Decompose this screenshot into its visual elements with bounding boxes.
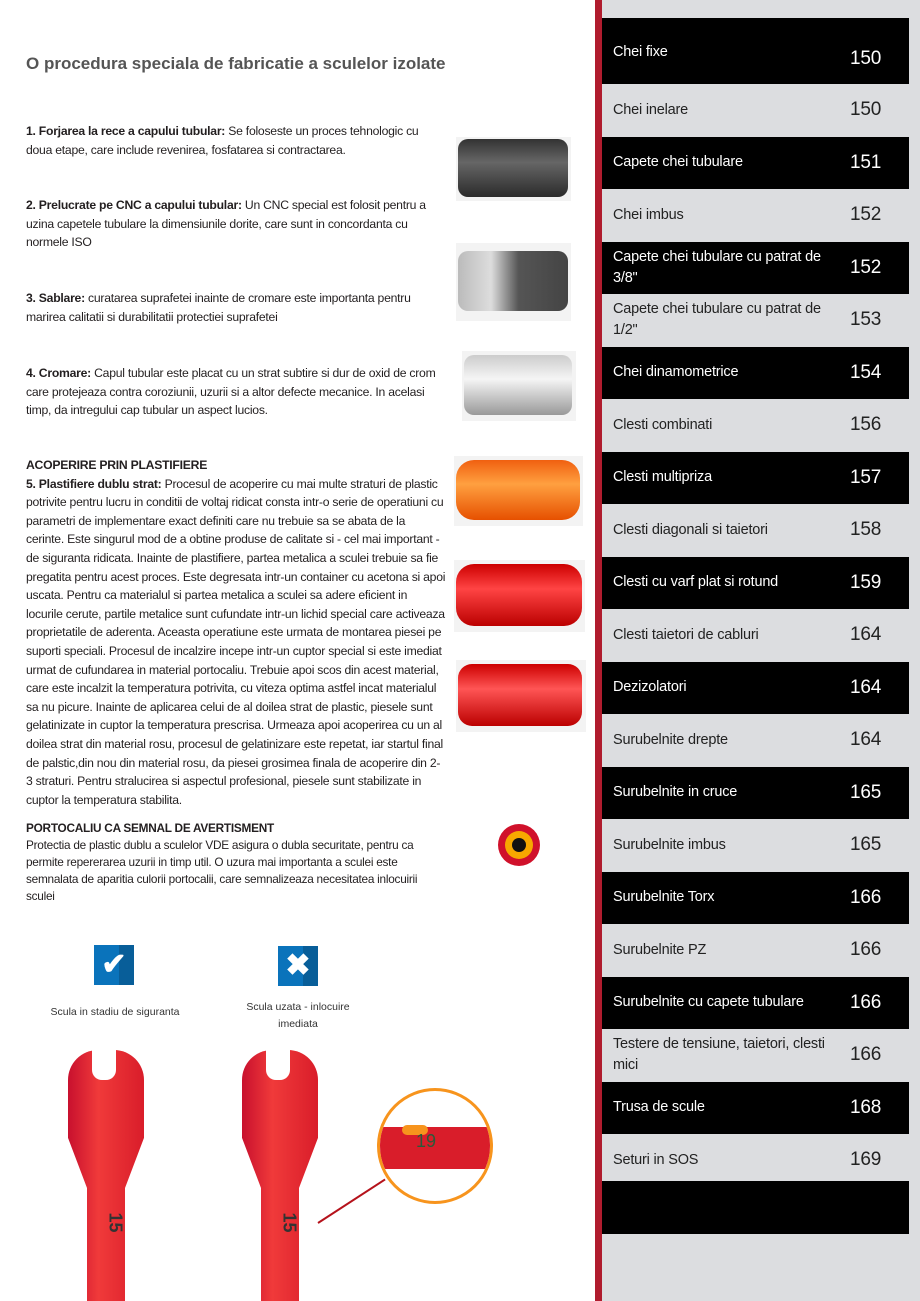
- safe-caption: Scula in stadiu de siguranta: [50, 1006, 180, 1018]
- index-item[interactable]: [602, 347, 909, 400]
- socket-photo-cnc: [456, 243, 571, 321]
- index-item[interactable]: [602, 767, 909, 820]
- index-item[interactable]: [602, 452, 909, 505]
- step-4: 4. Cromare: Capul tubular este placat cu un strat subtire si dur de oxid de crom care protejeaza contra coroziunii, uzurii si a altor defecte mecanice. In acelasi timp, da intregului cap tubular un aspect lucios.: [26, 366, 436, 418]
- index-item-label: Surubelnite imbus: [613, 836, 726, 853]
- index-item-page: 154: [850, 361, 882, 383]
- index-item[interactable]: [602, 872, 909, 925]
- socket-photo-red: [454, 560, 585, 632]
- index-item-page: 151: [850, 151, 882, 173]
- index-item[interactable]: [602, 399, 909, 452]
- index-item[interactable]: [602, 137, 909, 190]
- step-1: 1. Forjarea la rece a capului tubular: Se foloseste un proces tehnologic cu doua etape, care include revenirea, fosfatarea si contractarea.: [26, 124, 419, 157]
- index-item-label: Capete chei tubulare cu patrat de 3/8": [613, 248, 821, 286]
- page-title: O procedura speciala de fabricatie a sculelor izolate: [26, 54, 446, 73]
- index-item[interactable]: [602, 504, 909, 557]
- index-item-label: Surubelnite PZ: [613, 941, 707, 958]
- index-item-label: Testere de tensiune, taietori, clesti mici: [613, 1036, 825, 1074]
- index-item-page: 168: [850, 1096, 882, 1118]
- callout-line: [317, 1179, 385, 1224]
- index-item-label: Chei inelare: [613, 101, 688, 118]
- index-item-page: 165: [850, 834, 882, 856]
- index-item-label: Clesti cu varf plat si rotund: [613, 574, 779, 591]
- index-item-page: 156: [850, 414, 882, 436]
- index-item-page: 157: [850, 466, 882, 488]
- worn-caption: Scula uzata - inlocuire imediata: [246, 1001, 350, 1030]
- x-icon: ✖: [278, 946, 318, 986]
- index-item[interactable]: [602, 189, 909, 242]
- index-item-page: 159: [850, 571, 882, 593]
- index-item-page: 165: [850, 781, 882, 803]
- index-item-page: 164: [850, 676, 882, 698]
- index-item-page: 164: [850, 624, 882, 646]
- index-item[interactable]: [602, 1134, 909, 1187]
- check-icon: ✔: [94, 945, 134, 985]
- index-item-label: Capete chei tubulare: [613, 154, 743, 171]
- index-item-label: Clesti taietori de cabluri: [613, 626, 759, 643]
- index-item[interactable]: [602, 662, 909, 715]
- socket-photo-chrome: [462, 351, 576, 421]
- index-item-page: 166: [850, 1044, 882, 1066]
- index-item[interactable]: [602, 84, 909, 137]
- index-item[interactable]: [602, 714, 909, 767]
- index-item[interactable]: [602, 557, 909, 610]
- coating-heading: ACOPERIRE PRIN PLASTIFIERE: [26, 458, 208, 472]
- index-item-page: 152: [850, 256, 882, 278]
- index-item-label: Clesti combinati: [613, 416, 713, 433]
- index-item-label: Dezizolatori: [613, 679, 687, 696]
- index-item-label: Trusa de scule: [613, 1099, 705, 1116]
- index-item-label: Surubelnite drepte: [613, 731, 728, 748]
- index-item-label: Capete chei tubulare cu patrat de 1/2": [613, 301, 821, 339]
- socket-photo-forged: [456, 137, 571, 201]
- index-item-page: 169: [850, 1149, 882, 1171]
- index-item[interactable]: [602, 924, 909, 977]
- index-item[interactable]: [602, 609, 909, 662]
- socket-photo-orange: [454, 456, 583, 526]
- index-item[interactable]: [602, 1082, 909, 1135]
- index-item[interactable]: [602, 242, 909, 295]
- index-item-page: 152: [850, 204, 882, 226]
- coating-section: ACOPERIRE PRIN PLASTIFIERE 5. Plastifiere dublu strat: Procesul de acoperire cu mai multe straturi de plastic potrivite pentru lucru in conditii de voltaj ridicat consta intr-o serie de operatiuni cu parametri de implementare exact definiti care nu trebuie sa se abata de la cerinte. Este singurul mod de a obtine produse de calitate si - cel mai important - de siguranta ridicata. Inainte de plastifiere, partea metalica a sculei trebuie sa fie pregatita pentru acest proces. Este degresata intr-un container cu acetona si apoi uscata. Pentru ca materialul si partea metalica a sculei sa adere eficient in locurile cerute, partile metalice sunt cufundate intr-un lichid special care activeaza proprietatile de aderenta. Aceasta operatiune este urmata de montarea piesei pe suporti speciali. Procesul de incalzire incepe intr-un cuptor special si este imediat urmat de cufundarea in material portocaliu. Trebuie apoi scos din acest material, care este incalzit la temperatura potrivita, cu viteza optima astfel incat materialul sa nu picure. Inainte de aplicarea celui de al doilea strat de plastic, piesele sunt gelatinizate in cuptor la temperatura prescrisa. Urmeaza apoi acoperirea cu un al doilea strat din material rosu, procesul de gelatinizare este repetat, iar startul final de palstic,din nou din material rosu, da piesei grosimea finala de acoperire din 2-3 straturi. Pentru stralucirea si aspectul profesional, piesele sunt stabilizate in cuptor la temperatura stabilita.: [26, 458, 446, 807]
- index-item-label: Clesti diagonali si taietori: [613, 521, 768, 538]
- index-item-label: Clesti multipriza: [613, 469, 712, 486]
- index-item[interactable]: [602, 977, 909, 1030]
- index-item-label: Surubelnite Torx: [613, 889, 715, 906]
- index-item-label: Chei dinamometrice: [613, 364, 739, 381]
- index-item-page: 153: [850, 309, 882, 331]
- index-item-page: 166: [850, 886, 882, 908]
- index-item[interactable]: [602, 1029, 909, 1082]
- index-item-page: 150: [850, 99, 882, 121]
- index-item-label: Surubelnite in cruce: [613, 784, 738, 801]
- index-item-page: 158: [850, 519, 882, 541]
- index-item[interactable]: [602, 819, 909, 872]
- insulation-layers-icon: [498, 824, 540, 866]
- warning-heading: PORTOCALIU CA SEMNAL DE AVERTISMENT: [26, 821, 274, 835]
- accent-bar: [595, 0, 602, 1301]
- index-item[interactable]: [602, 18, 909, 84]
- index-footer-block: [602, 1181, 909, 1234]
- index-item-page: 150: [850, 48, 882, 69]
- index-item[interactable]: [602, 294, 909, 347]
- index-item-page: 164: [850, 729, 882, 751]
- index-item-page: 166: [850, 939, 882, 961]
- step-2: 2. Prelucrate pe CNC a capului tubular: Un CNC special est folosit pentru a uzina capetele tubulare la dimensiunile dorite, care sunt in concordanta cu normele ISO: [26, 198, 426, 250]
- socket-photo-marked: [456, 660, 586, 732]
- index-item-label: Surubelnite cu capete tubulare: [613, 994, 804, 1011]
- warning-section: PORTOCALIU CA SEMNAL DE AVERTISMENT Protectia de plastic dublu a sculelor VDE asigura o dubla securitate, pentru ca permite repererarea uzurii in timp util. O uzura mai importanta a sculei este semnalata de aparitia culorii portocalii, care semnalizeaza necesitatea inlocuirii sculei: [26, 821, 418, 903]
- index-item-label: Chei imbus: [613, 206, 684, 223]
- wear-zoom-callout: 19: [377, 1088, 493, 1204]
- index-item-label: Seturi in SOS: [613, 1151, 699, 1168]
- step-3: 3. Sablare: curatarea suprafetei inainte de cromare este importanta pentru marirea calitatii si durabilitatii protectiei suprafetei: [26, 291, 411, 324]
- index-item-page: 166: [850, 991, 882, 1013]
- index-item-label: Chei fixe: [613, 44, 668, 60]
